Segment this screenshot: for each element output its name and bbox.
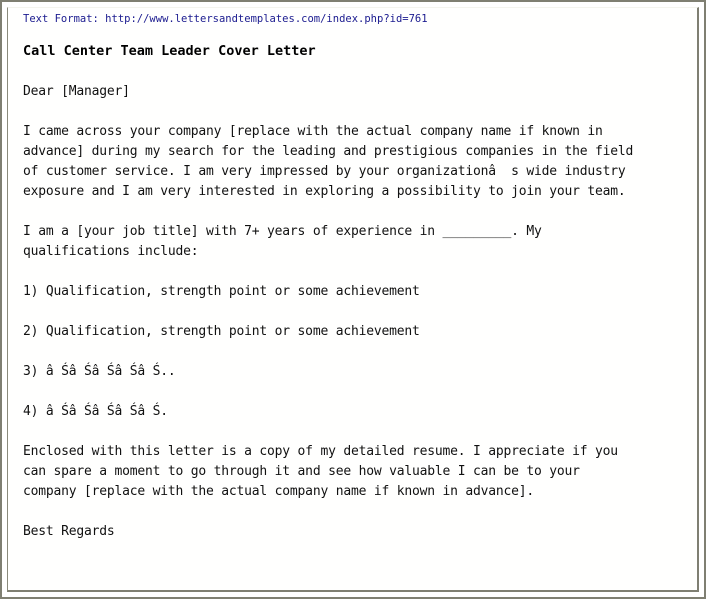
paragraph-experience — [23, 222, 683, 262]
spacer — [23, 382, 683, 402]
qualification-item-2: 2) Qualification, strength point or some achievement — [23, 324, 420, 339]
text-line: exposure and I am very interested in exploring a possibility to join your team. — [23, 184, 626, 199]
qualification-item-1: 1) Qualification, strength point or some achievement — [23, 284, 420, 299]
letter-title: Call Center Team Leader Cover Letter — [23, 43, 316, 59]
text-line: qualifications include: — [23, 244, 199, 259]
text-line: I am a [your job title] with 7+ years of experience in _________. My — [23, 224, 542, 239]
qualification-item-4: 4) â Śâ Śâ Śâ Śâ Ś. — [23, 404, 168, 419]
text-line: company [replace with the actual company name if known in advance]. — [23, 484, 534, 499]
spacer — [23, 502, 683, 522]
text-line: I came across your company [replace with the actual company name if known in — [23, 124, 603, 139]
closing: Best Regards — [23, 524, 115, 539]
text-line: can spare a moment to go through it and see how valuable I can be to your — [23, 464, 580, 479]
source-url-line: Text Format: http://www.lettersandtemplates.com/index.php?id=761 — [23, 13, 428, 25]
letter-document — [23, 12, 683, 542]
spacer — [23, 102, 683, 122]
spacer — [23, 262, 683, 282]
qualification-item-3: 3) â Śâ Śâ Śâ Śâ Ś.. — [23, 364, 176, 379]
text-line: Enclosed with this letter is a copy of my detailed resume. I appreciate if you — [23, 444, 618, 459]
text-line: advance] during my search for the leading and prestigious companies in the field — [23, 144, 634, 159]
spacer — [23, 422, 683, 442]
paragraph-intro — [23, 122, 683, 202]
paragraph-enclosure — [23, 442, 683, 502]
spacer — [23, 302, 683, 322]
salutation: Dear [Manager] — [23, 84, 130, 99]
spacer — [23, 202, 683, 222]
spacer — [23, 342, 683, 362]
text-line: of customer service. I am very impressed by your organizationâ s wide industry — [23, 164, 626, 179]
